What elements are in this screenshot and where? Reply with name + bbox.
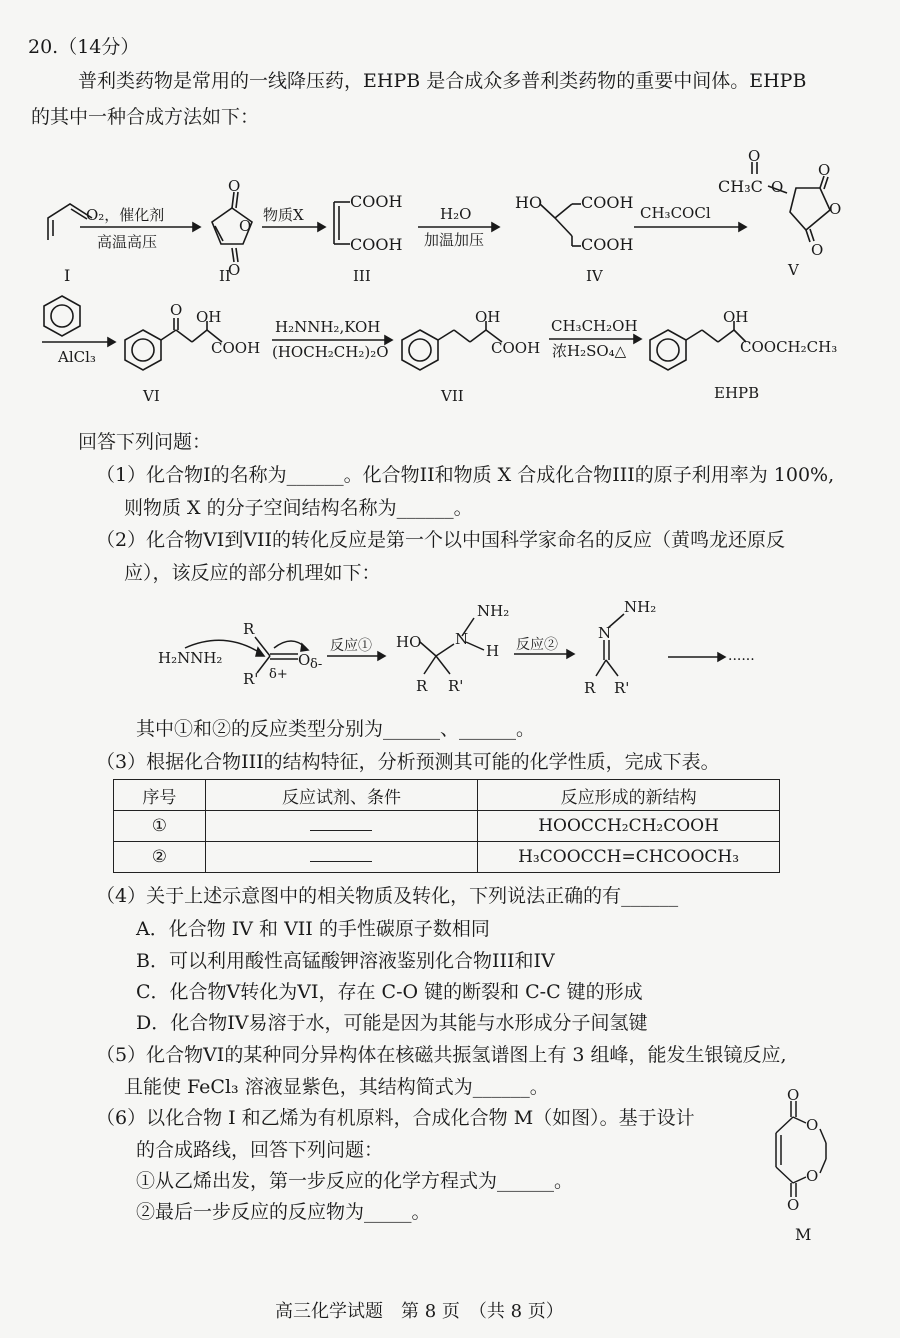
label-compound-M: M <box>795 1225 812 1244</box>
reaction-arrow <box>80 223 200 231</box>
table-header-row <box>114 780 780 811</box>
reaction-arrow <box>634 223 746 231</box>
reagent-ethanol: CH₃CH₂OH <box>551 317 638 335</box>
product-structure: H₃COOCCH=CHCOOCH₃ <box>478 842 780 873</box>
partial-positive: δ+ <box>269 667 288 682</box>
q4-option-a[interactable]: A．化合物 IV 和 VII 的手性碳原子数相同 <box>136 918 490 940</box>
substituent-r: R <box>416 677 428 695</box>
structure-compound-VII <box>402 321 502 370</box>
label-compound-V: V <box>788 261 799 279</box>
q3-line-1: （3）根据化合物III的结构特征，分析预测其可能的化学性质，完成下表。 <box>96 751 720 773</box>
table-header: 反应形成的新结构 <box>478 780 780 811</box>
label-compound-IV: IV <box>586 267 603 285</box>
curved-arrow <box>274 641 308 651</box>
q1-line-1: （1）化合物I的名称为______。化合物II和物质 X 合成化合物III的原子利用率为 100%, <box>96 464 835 486</box>
substituent-r: R <box>584 679 596 697</box>
q4-option-b[interactable]: B．可以利用酸性高锰酸钾溶液鉴别化合物III和IV <box>136 950 555 972</box>
answer-blank-cell[interactable] <box>205 811 477 842</box>
q6-line-1: （6）以化合物 I 和乙烯为有机原料，合成化合物 M（如图）。基于设计 <box>96 1107 695 1129</box>
atom-label: O <box>170 301 183 319</box>
reaction-arrow <box>42 338 115 346</box>
structure-compound-M <box>760 1085 850 1250</box>
step-label-2: 反应② <box>516 637 558 653</box>
synthesis-scheme <box>0 140 900 415</box>
group-cooh: COOH <box>211 339 261 357</box>
table-header: 反应试剂、条件 <box>205 780 477 811</box>
q2-line-1: （2）化合物VI到VII的转化反应是第一个以中国科学家命名的反应（黄鸣龙还原反 <box>96 529 786 551</box>
group-oh: OH <box>723 308 749 326</box>
mechanism-diagram <box>0 590 900 710</box>
reaction-arrow <box>262 223 325 231</box>
table-row <box>114 811 780 842</box>
atom-label: O <box>239 217 252 235</box>
reagent-substance-X: 物质X <box>263 206 304 224</box>
condition-heat-pressure: 加温加压 <box>424 231 485 249</box>
catalyst-alcl3: AlCl₃ <box>58 348 96 366</box>
reagent-hydrazine-koh: H₂NNH₂,KOH <box>275 318 381 336</box>
atom-label: O <box>787 1086 800 1104</box>
q5-line-1: （5）化合物VI的某种同分异构体在核磁共振氢谱图上有 3 组峰，能发生银镜反应, <box>96 1044 787 1066</box>
atom-label: N <box>455 630 469 648</box>
q4-option-c[interactable]: C．化合物V转化为VI，存在 C-O 键的断裂和 C-C 键的形成 <box>136 981 643 1003</box>
group-ester: COOCH₂CH₃ <box>740 338 838 356</box>
atom-label: O <box>806 1167 819 1185</box>
atom-label: O <box>787 1196 800 1214</box>
atom-label: O <box>829 200 842 218</box>
table-row <box>114 842 780 873</box>
product-structure: HOOCCH₂CH₂COOH <box>478 811 780 842</box>
group-acetyl: CH₃C <box>718 177 763 196</box>
substituent-r-prime: R' <box>614 679 630 697</box>
group-cooh: COOH <box>581 235 634 254</box>
q4-stem: （4）关于上述示意图中的相关物质及转化，下列说法正确的有______ <box>96 885 679 907</box>
atom-label: O <box>228 177 241 195</box>
atom-label: H <box>486 642 500 660</box>
atom-label: N <box>598 624 612 642</box>
question-number: 20.（14分） <box>28 36 140 58</box>
group-cooh: COOH <box>350 235 403 254</box>
intro-line-2: 的其中一种合成方法如下： <box>31 106 260 128</box>
answer-blank[interactable] <box>310 816 372 831</box>
q6-line-2: 的合成路线，回答下列问题： <box>136 1139 384 1161</box>
substituent-r: R <box>243 620 255 638</box>
page-footer: 高三化学试题 第 8 页 （共 8 页） <box>275 1301 564 1322</box>
structure-EHPB <box>650 321 746 370</box>
answer-blank[interactable] <box>310 847 372 862</box>
continuation-dots: ...... <box>728 648 755 664</box>
reaction-arrow <box>418 223 499 231</box>
label-compound-II: II <box>219 267 231 285</box>
atom-label: O <box>748 147 761 165</box>
reagent-water: H₂O <box>440 205 472 223</box>
atom-label: O <box>811 241 824 259</box>
solvent-diethylene-glycol: (HOCH₂CH₂)₂O <box>272 343 389 361</box>
substituent-r-prime: R' <box>448 677 464 695</box>
q1-line-2: 则物质 X 的分子空间结构名称为______。 <box>124 497 473 519</box>
condition-high-temp-pressure: 高温高压 <box>97 233 158 251</box>
q6-sub-1: ①从乙烯出发，第一步反应的化学方程式为______。 <box>136 1170 574 1192</box>
q4-option-d[interactable]: D．化合物IV易溶于水，可能是因为其能与水形成分子间氢键 <box>136 1012 648 1034</box>
label-compound-VI: VI <box>143 387 160 405</box>
q6-sub-2: ②最后一步反应的反应物为_____。 <box>136 1201 431 1223</box>
atom-label: O <box>771 178 784 196</box>
group-ho: HO <box>515 193 543 212</box>
reagent-o2-catalyst: O₂，催化剂 <box>86 206 165 224</box>
intro-line-1: 普利类药物是常用的一线降压药，EHPB 是合成众多普利类药物的重要中间体。EHPB <box>78 70 807 92</box>
row-number: ① <box>114 811 206 842</box>
table-header: 序号 <box>114 780 206 811</box>
reaction-table <box>113 779 780 873</box>
group-cooh: COOH <box>581 193 634 212</box>
label-compound-III: III <box>353 267 371 285</box>
group-nh2: NH₂ <box>624 598 657 616</box>
q2-line-2: 应），该反应的部分机理如下： <box>124 562 381 584</box>
label-compound-VII: VII <box>441 387 464 405</box>
answer-blank-cell[interactable] <box>205 842 477 873</box>
partial-negative: δ- <box>310 657 323 672</box>
label-EHPB: EHPB <box>714 384 760 402</box>
structure-malic-acid <box>540 204 581 246</box>
label-compound-I: I <box>64 266 71 285</box>
q5-line-2: 且能使 FeCl₃ 溶液显紫色，其结构简式为______。 <box>124 1076 549 1098</box>
substituent-r-prime: R' <box>243 670 259 688</box>
step-label-1: 反应① <box>330 638 372 654</box>
group-cooh: COOH <box>350 192 403 211</box>
group-ho: HO <box>396 633 422 651</box>
atom-label: O <box>228 261 241 279</box>
group-nh2: NH₂ <box>477 602 510 620</box>
atom-label: O <box>806 1116 819 1134</box>
condition-conc-h2so4-heat: 浓H₂SO₄△ <box>552 342 627 360</box>
row-number: ② <box>114 842 206 873</box>
atom-label: O <box>818 161 831 179</box>
structure-benzene <box>44 296 80 336</box>
reagent-acetyl-chloride: CH₃COCl <box>640 204 711 222</box>
atom-label: O <box>298 651 311 669</box>
q2-line-3: 其中①和②的反应类型分别为______、______。 <box>136 718 536 740</box>
group-oh: OH <box>475 308 501 326</box>
group-cooh: COOH <box>491 339 541 357</box>
hydrazine-label: H₂NNH₂ <box>158 649 223 667</box>
reaction-arrow <box>668 653 725 661</box>
structure-maleic-acid <box>334 202 350 244</box>
answer-prompt: 回答下列问题： <box>78 431 212 453</box>
group-oh: OH <box>196 308 222 326</box>
